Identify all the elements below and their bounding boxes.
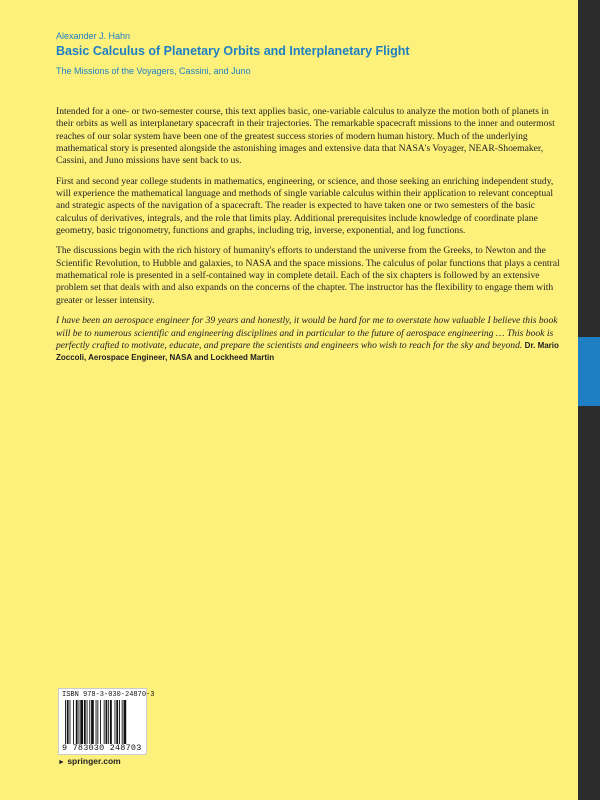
blurb-paragraph-1: Intended for a one- or two-semester course, this text applies basic, one-variable calculus to analyze the motion both of planets in their orbits as well as interplanetary spacecraft in their trajectories. The remarkable spacecraft missions to the inner and outermost reaches of our solar system have been one of the greatest success stories of modern human history. Much of the underlying mathematical story is presented alongside the astonishing images and extensive data that NASA's Voyager, NEAR-Shoemaker, Cassini, and Juno missions have sent back to us. xyxy=(56,106,555,167)
blurb xyxy=(56,106,566,373)
isbn-label: ISBN 978-3-030-24870-3 xyxy=(62,691,155,699)
blurb-paragraph-3: The discussions begin with the rich history of humanity's efforts to understand the universe from the Greeks, to Newton and the Scientific Revolution, to Hubble and galaxies, to NASA and the space missions. The calculus of polar functions that plays a central mathematical role is presented in a self-contained way in complete detail. Each of the six chapters is followed by an extensive problem set that deals with and also expands on the concerns of the chapter. The instructor has the flexibility to engage them with greater or lesser intensity. xyxy=(56,245,560,306)
arrow-right-icon: ► xyxy=(58,759,65,766)
book-subtitle: The Missions of the Voyagers, Cassini, and Juno xyxy=(56,66,251,76)
quote-text: I have been an aerospace engineer for 39 years and honestly, it would be hard for me to overstate how valuable I believe this book will be to numerous scientific and engineering disciplines and in particular to the future of aerospace engineering … This book is perfectly crafted to motivate, educate, and prepare the scientists and engineers who wish to reach for the sky and beyond. xyxy=(56,315,558,351)
barcode-bars xyxy=(65,700,142,744)
publisher-url: springer.com xyxy=(67,756,121,766)
barcode-digits: 9 783030 248703 xyxy=(62,743,142,753)
endorsement-quote xyxy=(56,315,566,364)
publisher-link[interactable] xyxy=(58,756,121,766)
author-name: Alexander J. Hahn xyxy=(56,31,131,41)
quote-attribution: Dr. Mario Zoccoli, Aerospace Engineer, NASA and Lockheed Martin xyxy=(56,340,559,363)
book-title: Basic Calculus of Planetary Orbits and Interplanetary Flight xyxy=(56,44,410,58)
barcode xyxy=(58,688,155,755)
spine-color-tab xyxy=(578,337,600,406)
blurb-paragraph-2: First and second year college students in mathematics, engineering, or science, and those seeking an enriching independent study, will experience the mathematical language and methods of single variable calculus within their application to relevant conceptual and strategic aspects of the navigation of a spacecraft. The reader is expected to have taken one or two semesters of the basic calculus of derivatives, integrals, and the role that limits play. Additional prerequisites include knowledge of coordinate plane geometry, basic trigonometry, functions and graphs, including trig, inverse, exponential, and log functions. xyxy=(56,175,554,237)
